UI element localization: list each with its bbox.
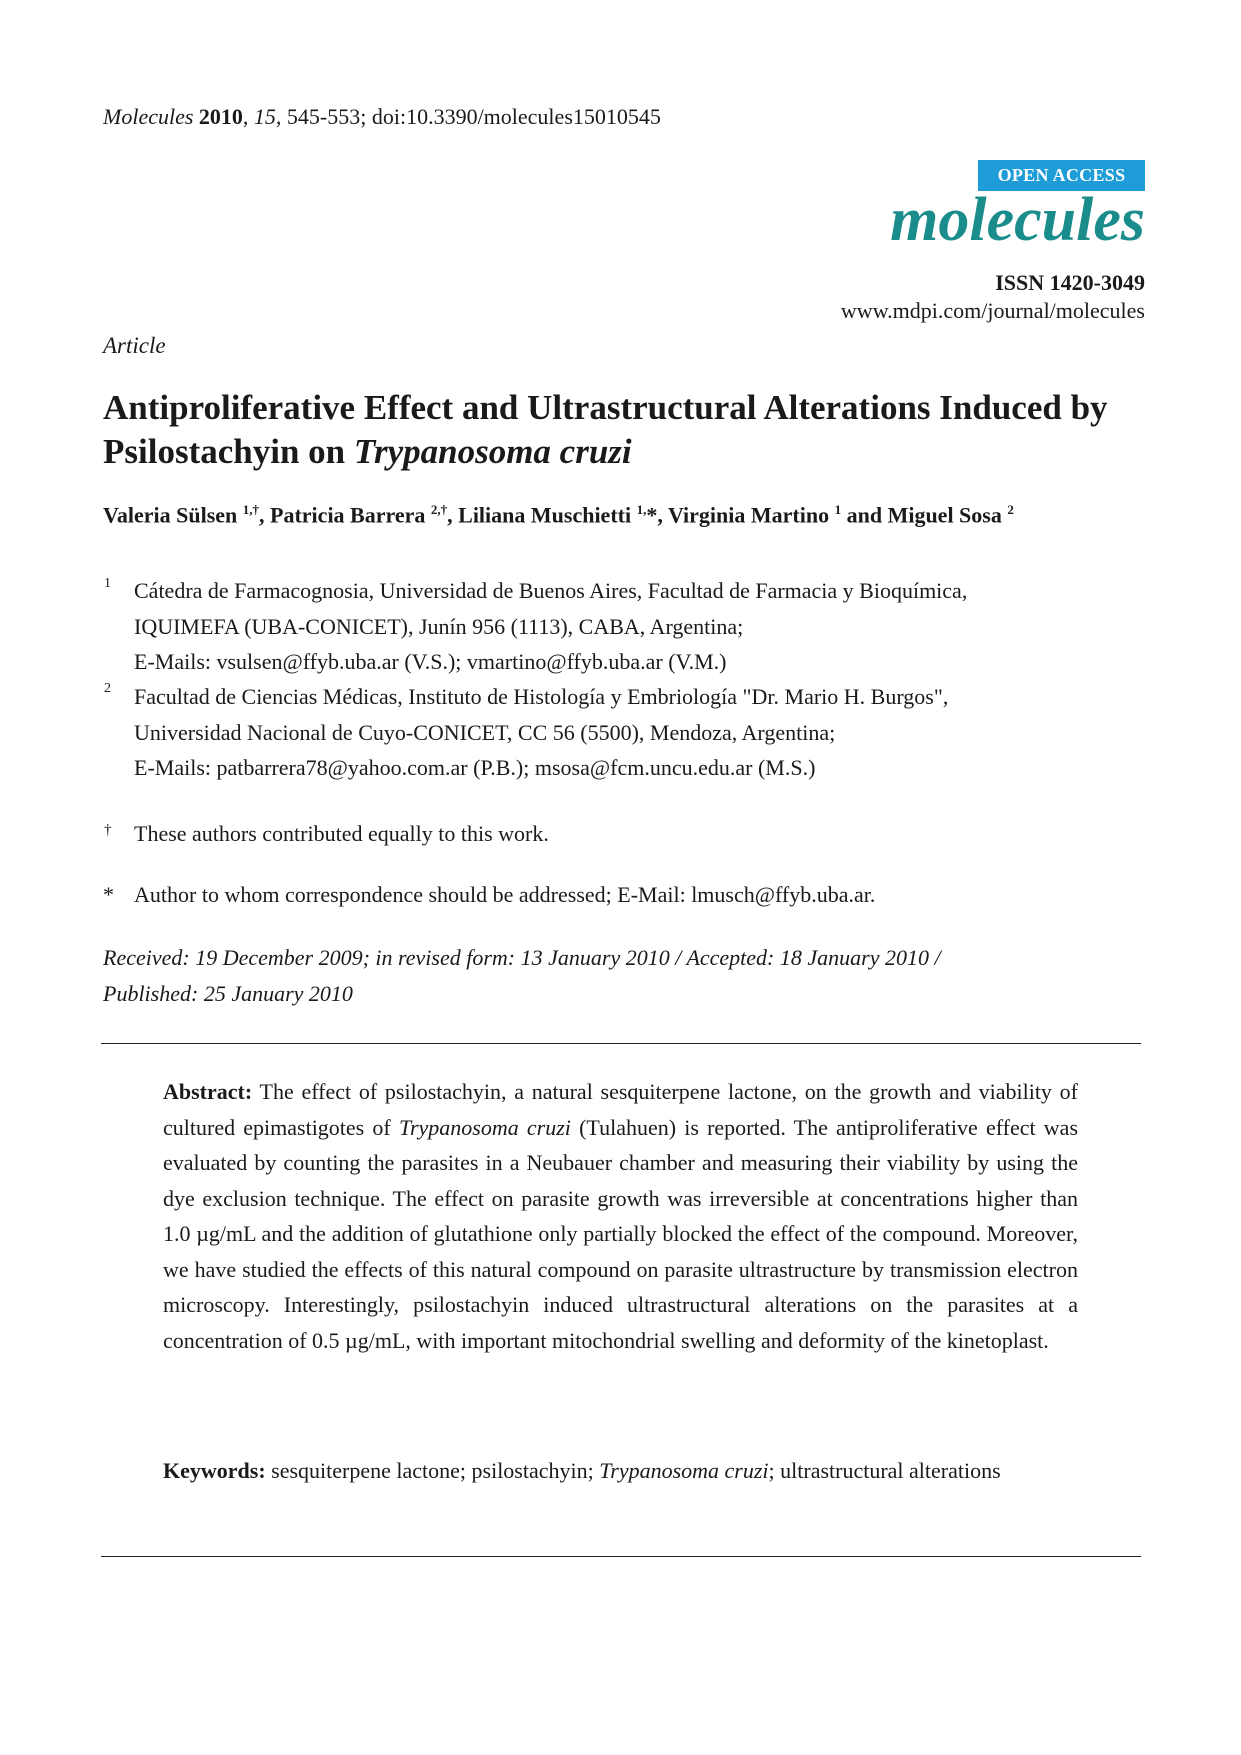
author-name: Patricia Barrera — [270, 502, 426, 528]
issn: ISSN 1420-3049 — [995, 270, 1145, 295]
author-separator: , — [657, 502, 668, 528]
keywords — [163, 1453, 1078, 1489]
author-separator: , — [447, 502, 459, 528]
title-text: Antiproliferative Effect and Ultrastructural Alterations Induced by Psilostachyin on — [103, 388, 1108, 471]
author-affil-sup: 1, — [636, 502, 647, 517]
dagger-footnote-mark: † — [104, 822, 112, 838]
paper-title — [103, 386, 1153, 474]
dates-line: Published: 25 January 2010 — [103, 981, 353, 1006]
affiliation-emails: E-Mails: vsulsen@ffyb.uba.ar (V.S.); vmartino@ffyb.uba.ar (V.M.) — [134, 649, 727, 674]
equal-contribution-note: These authors contributed equally to this work. — [134, 821, 549, 846]
abstract-text: The effect of psilostachyin, a natural sesquiterpene lactone, on the growth and viability of cultured epimastigotes of — [163, 1079, 1078, 1140]
dates-line: Received: 19 December 2009; in revised form: 13 January 2010 / Accepted: 18 January 2010 / — [103, 945, 941, 970]
affiliation-line: Universidad Nacional de Cuyo-CONICET, CC 56 (5500), Mendoza, Argentina; — [134, 719, 836, 745]
author-name: Liliana Muschietti — [458, 502, 632, 528]
keywords-species: Trypanosoma cruzi — [599, 1458, 769, 1483]
publication-dates — [103, 940, 1143, 1012]
author-affil-sup: 1 — [834, 502, 842, 517]
corresponding-star: * — [646, 502, 658, 528]
affiliation-line: Facultad de Ciencias Médicas, Instituto de Histología y Embriología "Dr. Mario H. Burgos", — [134, 684, 949, 709]
author-separator: , — [259, 502, 271, 528]
open-access-badge: OPEN ACCESS — [978, 160, 1145, 191]
affiliation-2 — [134, 679, 1134, 786]
author-affil-sup: 1,† — [242, 502, 260, 517]
citation-pages-doi: , 545-553; doi:10.3390/molecules15010545 — [275, 104, 661, 129]
author-name: Miguel Sosa — [887, 502, 1002, 528]
affiliation-line: IQUIMEFA (UBA-CONICET), Junín 956 (1113), CABA, Argentina; — [134, 613, 744, 639]
author-name: Virginia Martino — [667, 502, 830, 528]
abstract-text: (Tulahuen) is reported. The antiproliferative effect was evaluated by counting the parasites in a Neubauer chamber and measuring their viability by using the dye exclusion technique. The effect on parasite growth was irreversible at concentrations higher than 1.0 µg/mL and the addition of glutathione only partially blocked the effect of the compound. Moreover, we have studied the effects of this natural compound on parasite ultrastructure by transmission electron microscopy. Interestingly, psilostachyin induced ultrastructural alterations on the parasites at a concentration of 0.5 µg/mL, with important mitochondrial swelling and deformity of the kinetoplast. — [163, 1114, 1079, 1353]
author-name: Valeria Sülsen — [103, 502, 238, 528]
abstract — [163, 1074, 1078, 1358]
affiliation-line: Cátedra de Farmacognosia, Universidad de Buenos Aires, Facultad de Farmacia y Bioquímica, — [134, 578, 968, 603]
title-italic-species: Trypanosoma cruzi — [353, 432, 632, 471]
citation-line: Molecules 2010, 15, 545-553; doi:10.3390/molecules15010545 — [103, 104, 661, 129]
author-affil-sup: 2 — [1007, 502, 1014, 517]
author-separator: and — [841, 502, 888, 528]
author-affil-sup: 2,† — [430, 502, 448, 517]
affiliation-number: 1 — [104, 576, 111, 591]
article-type: Article — [103, 333, 166, 358]
affiliation-1 — [134, 573, 1134, 680]
citation-year: 2010 — [198, 104, 243, 129]
journal-logo-text: molecules — [890, 186, 1145, 254]
divider-top — [101, 1043, 1141, 1044]
keywords-text: sesquiterpene lactone; psilostachyin; — [265, 1458, 600, 1483]
journal-url[interactable]: www.mdpi.com/journal/molecules — [840, 298, 1145, 323]
divider-bottom — [101, 1556, 1141, 1557]
abstract-label: Abstract: — [163, 1079, 253, 1104]
citation-volume: 15 — [253, 104, 276, 129]
affiliation-emails: E-Mails: patbarrera78@yahoo.com.ar (P.B.); msosa@fcm.uncu.edu.ar (M.S.) — [134, 755, 816, 780]
abstract-species: Trypanosoma cruzi — [398, 1114, 571, 1140]
keywords-text: ; ultrastructural alterations — [768, 1458, 1001, 1483]
affiliation-number: 2 — [104, 681, 111, 696]
keywords-label: Keywords: — [163, 1458, 266, 1483]
journal-abbrev: Molecules — [103, 104, 194, 129]
correspondence-note: Author to whom correspondence should be addressed; E-Mail: lmusch@ffyb.uba.ar. — [134, 882, 876, 907]
star-footnote-mark: * — [103, 882, 114, 907]
author-list — [103, 502, 1014, 528]
